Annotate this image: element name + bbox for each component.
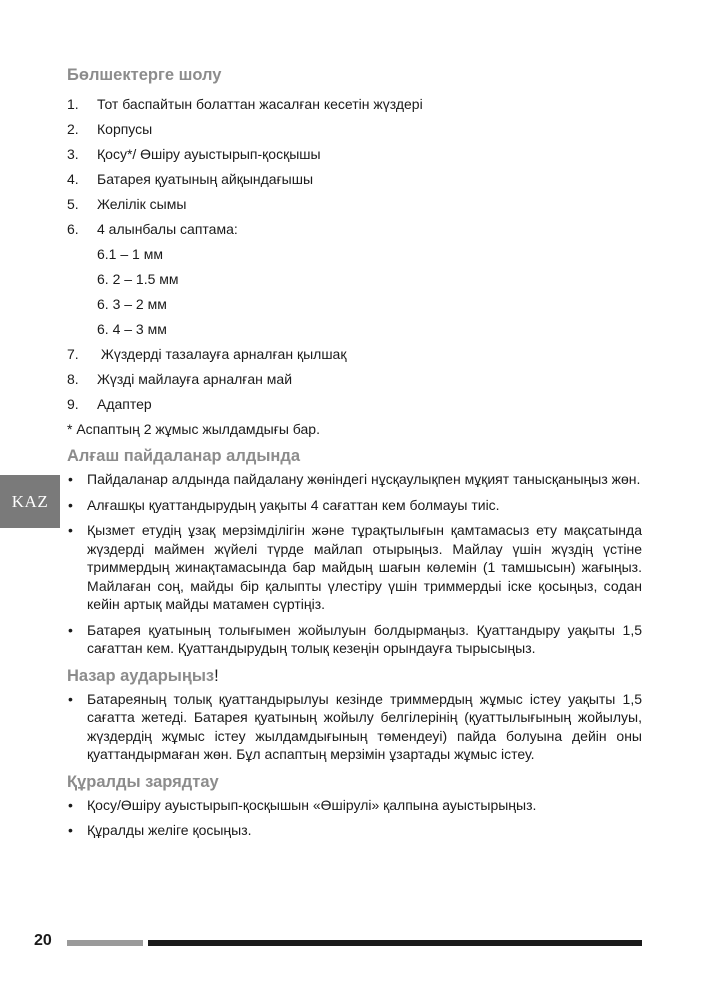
speed-note: * Аспаптың 2 жұмыс жылдамдығы бар. bbox=[67, 421, 320, 437]
footer-bar-grey bbox=[67, 940, 143, 946]
bullet-item bbox=[67, 496, 642, 515]
language-tab bbox=[0, 475, 60, 528]
charging-list bbox=[67, 796, 642, 840]
attention-heading bbox=[67, 665, 642, 687]
page-number: 20 bbox=[34, 932, 52, 949]
bullet-text: Батареяның толық қуаттандырылуы кезінде триммердың жұмыс істеу уақыты 1,5 сағатта жетеді. Батарея қуатының жойылу белгілерінің (қуаттылығының жойылуы, жүздердің жұмыс істеу жылдамдығының төмендеуі) пайда болуына дейін оны қуаттандырмаған жөн. Бұл аспаптың мерзімін ұзартады жұмыс істеу. bbox=[87, 690, 642, 762]
bullet-item bbox=[67, 821, 642, 840]
attention-heading-suffix: ! bbox=[214, 666, 219, 685]
list-item: 1. Тот баспайтын болаттан жасалған кесетін жүздері bbox=[67, 92, 642, 117]
before-use-heading: Алғаш пайдаланар алдында bbox=[67, 447, 301, 465]
bullet-text: Батарея қуатының толығымен жойылуын болдырмаңыз. Қуаттандыру уақыты 1,5 сағаттан кем. Қуаттандырудың толық кезеңін орындауға тырысыңыз. bbox=[87, 621, 642, 656]
bullet-text: Құралды желіге қосыңыз. bbox=[87, 822, 252, 838]
page-content bbox=[67, 64, 642, 847]
list-item: 4. Батарея қуатының айқындағышы bbox=[67, 167, 642, 192]
footer-bar-black bbox=[148, 940, 642, 946]
list-item: 9. Адаптер bbox=[67, 392, 642, 417]
sub-list-item: 6. 4 – 3 мм bbox=[97, 321, 167, 337]
list-item-text: Қосу*/ Өшіру ауыстырып-қосқышы bbox=[97, 146, 321, 162]
list-item-text: Корпусы bbox=[97, 121, 153, 137]
list-item: 6. 4 алынбалы саптама: bbox=[67, 217, 642, 242]
list-item: 2. Корпусы bbox=[67, 117, 642, 142]
list-item-text: Тот баспайтын болаттан жасалған кесетін жүздері bbox=[97, 96, 423, 112]
list-item-text: Желілік сымы bbox=[97, 196, 187, 212]
bullet-item bbox=[67, 521, 642, 614]
overview-heading: Бөлшектерге шолу bbox=[67, 66, 222, 84]
bullet-icon: • bbox=[68, 522, 73, 538]
list-item-text: Жүзді майлауға арналған май bbox=[97, 371, 293, 387]
list-item: 3. Қосу*/ Өшіру ауыстырып-қосқышы bbox=[67, 142, 642, 167]
list-item-text: Жүздерді тазалауға арналған қылшақ bbox=[97, 346, 347, 362]
list-item-text: Батарея қуатының айқындағышы bbox=[97, 171, 314, 187]
attention-heading-text: Назар аударыңыз bbox=[67, 666, 215, 685]
before-use-list bbox=[67, 470, 642, 658]
bullet-item bbox=[67, 470, 642, 489]
attention-list bbox=[67, 690, 642, 764]
sub-list-item: 6. 2 – 1.5 мм bbox=[97, 271, 179, 287]
bullet-text: Алғашқы қуаттандырудың уақыты 4 сағаттан кем болмауы тиіс. bbox=[87, 496, 500, 513]
bullet-icon: • bbox=[68, 796, 73, 813]
sub-list-item: 6. 3 – 2 мм bbox=[97, 296, 167, 312]
bullet-text: Қосу/Өшіру ауыстырып-қосқышын «Өшірулі» қалпына ауыстырыңыз. bbox=[87, 796, 537, 813]
list-item: 7. Жүздерді тазалауға арналған қылшақ bbox=[67, 342, 642, 367]
charging-heading: Құралды зарядтау bbox=[67, 772, 219, 791]
language-tab-label: KAZ bbox=[11, 491, 49, 511]
bullet-icon: • bbox=[68, 621, 73, 638]
list-item-text: Адаптер bbox=[97, 396, 152, 412]
bullet-item bbox=[67, 796, 642, 815]
parts-list bbox=[67, 92, 642, 417]
bullet-icon: • bbox=[68, 822, 73, 838]
list-item: 5. Желілік сымы bbox=[67, 192, 642, 217]
bullet-item bbox=[67, 690, 642, 764]
list-item: 8. Жүзді майлауға арналған май bbox=[67, 367, 642, 392]
bullet-icon: • bbox=[68, 496, 73, 513]
bullet-item bbox=[67, 621, 642, 658]
bullet-text: Қызмет етудің ұзақ мерзімділігін және тұрақтылығын қамтамасыз ету мақсатында жүздерді маймен жүйелі түрде майлап отырыңыз. Майлау үшін жүздің үстіне триммердың жинақтамасында бар майдың шағын көлемін (1 тамшысын) жағыңыз. Майлаған соң, майды бір қалыпты үлестіру үшін триммердыі іске қосыңыз, содан кейін артық майды матамен сүртіңіз. bbox=[87, 522, 642, 612]
bullet-text: Пайдаланар алдында пайдалану жөніндегі нұсқаулықпен мұқият танысқаныңыз жөн. bbox=[87, 471, 641, 487]
bullet-icon: • bbox=[68, 471, 73, 487]
bullet-icon: • bbox=[68, 690, 73, 707]
list-item-text: 4 алынбалы саптама: bbox=[97, 221, 238, 237]
sub-list-item: 6.1 – 1 мм bbox=[97, 246, 163, 262]
